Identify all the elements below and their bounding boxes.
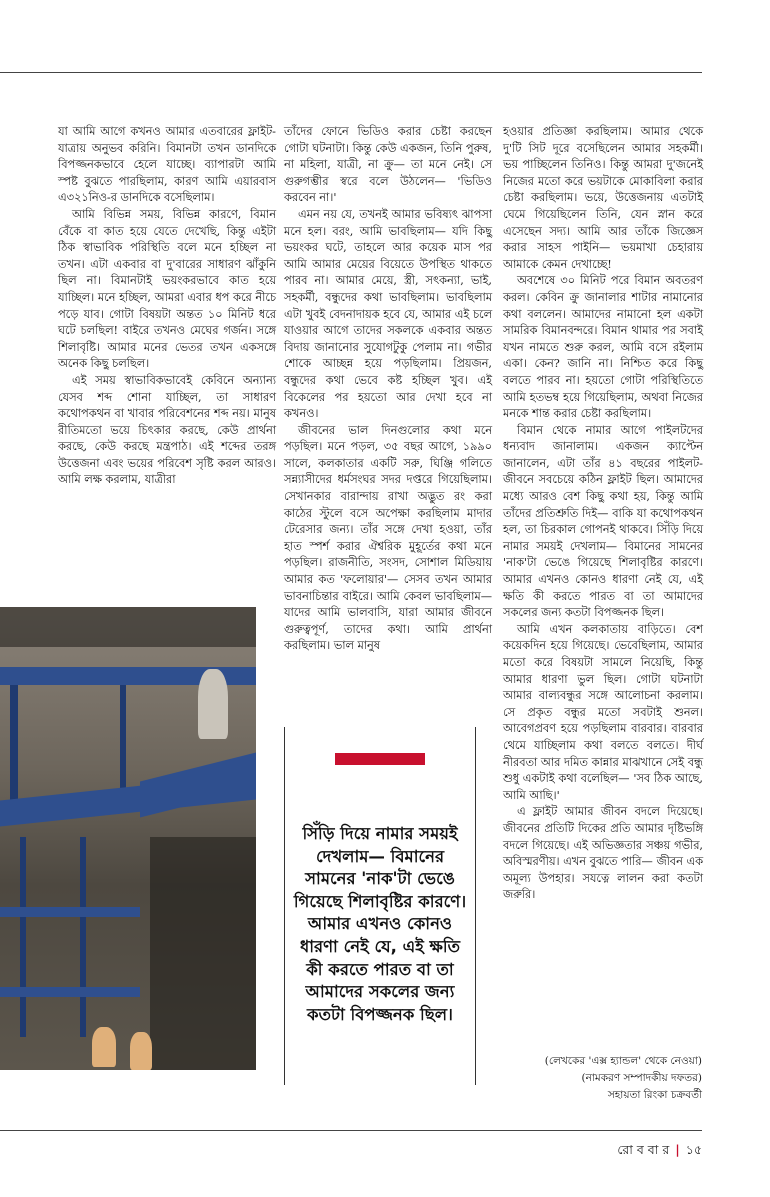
paragraph: এই সময় স্বাভাবিকভাবেই কেবিনে অন্যান্য যেসব শব্দ শোনা যাচ্ছিল, তা সাধারণ কথোপকথন বা খাবার পরিবেশনের শব্দ নয়। মানুষ রীতিমতো ভয়ে চিৎকার করছে, কেউ প্রার্থনা করছে, কেউ করছে মন্ত্রপাঠ। এই শব্দের তরঙ্গ উত্তেজনা এবং ভয়ের পরিবেশ সৃষ্টি করল আরও। আমি লক্ষ করলাম, যাত্রীরা bbox=[58, 373, 276, 487]
paragraph: তাঁদের ফোনে ভিডিও করার চেষ্টা করছেন গোটা ঘটনাটা। কিন্তু কেউ একজন, তিনি পুরুষ, না মহিলা, যাত্রী, না ক্রু— তা মনে নেই। সে গুরুগম্ভীর স্বরে বলে উঠলেন— 'ভিডিও করবেন না।' bbox=[284, 125, 492, 205]
paragraph: জীবনের ভাল দিনগুলোর কথা মনে পড়ছিল। মনে পড়ল, ৩৫ বছর আগে, ১৯৯০ সালে, কলকাতার একটি সরু, ঘিঞ্জি গলিতে সন্ন্যাসীদের ধর্মসংঘর সদর দপ্তরে গিয়েছিলাম। সেখানকার বারান্দায় রাখা অদ্ভুত রং করা কাঠের স্টুলে বসে অপেক্ষা করছিলাম মাদার টেরেসার জন্য। তাঁর সঙ্গে দেখা হওয়া, তাঁর হাত স্পর্শ করার ঐশ্বরিক মুহূর্তের কথা মনে পড়ছিল। রাজনীতি, সংসদ, সোশাল মিডিয়ায় আমার কত 'ফলোয়ার'— সেসব তখন আমার ভাবনাচিন্তার বাইরে। আমি কেবল ভাবছিলাম— যাদের আমি ভালবাসি, যারা আমার জীবনে গুরুত্বপূর্ণ, তাদের কথা। আমি প্রার্থনা করছিলাম। ভাল মানুষ bbox=[284, 423, 492, 653]
paragraph: অবশেষে ৩০ মিনিট পরে বিমান অবতরণ করল। কেবিন ক্রু জানালার শাটার নামানোর কথা বললেন। আমাদের নামানো হল একটা সামরিক বিমানবন্দরে। বিমান থামার পর সবাই যখন নামতে শুরু করল, আমি বসে রইলাম একা। কেন? জানি না। নিশ্চিত করে কিছু বলতে পারব না। হয়তো গোটা পরিস্থিতিতে আমি হতভম্ব হয়ে গিয়েছিলাম, অথবা নিজের মনকে শান্ত করার চেষ্টা করছিলাম। bbox=[503, 274, 703, 421]
paragraph: এ ফ্লাইট আমার জীবন বদলে দিয়েছে। জীবনের প্রতিটি দিকের প্রতি আমার দৃষ্টিভঙ্গি বদলে গিয়েছে। এই অভিজ্ঞতার সঞ্চয় গভীর, অবিস্মরণীয়। এখন বুঝতে পারি— জীবন এক অমূল্য উপহার। সযত্নে লালন করা কতটা জরুরি। bbox=[503, 805, 703, 902]
paragraph: হওয়ার প্রতিজ্ঞা করছিলাম। আমার থেকে দু'টি সিট দূরে বসেছিলেন আমার সহকর্মী। ভয় পাচ্ছিলেন তিনিও। কিন্তু আমরা দু'জনেই নিজের মতো করে ভয়টাকে মোকাবিলা করার চেষ্টা করছিলাম। ভয়ে, উত্তেজনায় এতটাই ঘেমে গিয়েছিলেন তিনি, যেন স্নান করে এসেছেন সদ্য। আমি আর তাঁকে জিজ্ঞেস করার সাহস পাইনি— ভয়মাখা চেহারায় আমাকে কেমন দেখাচ্ছে! bbox=[503, 125, 703, 271]
paragraph: বিমান থেকে নামার আগে পাইলটদের ধন্যবাদ জানালাম। একজন ক্যাপ্টেন জানালেন, এটা তাঁর ৪১ বছরের পাইলট-জীবনে সবচেয়ে কঠিন ফ্লাইট ছিল। আমাদের মধ্যে আরও বেশ কিছু কথা হয়, কিন্তু আমি তাঁদের প্রতিশ্রুতি দিই— বাকি যা কথোপকথন হল, তা চিরকাল গোপনই থাকবে। সিঁড়ি দিয়ে নামার সময়ই দেখলাম— বিমানের সামনের 'নাক'টা ভেঙে গিয়েছে শিলাবৃষ্টির কারণে। আমার এখনও কোনও ধারণা নেই যে, এই ক্ষতি কী করতে পারত বা তা আমাদের সকলের জন্য কতটা বিপজ্জনক ছিল। bbox=[503, 423, 703, 620]
article-column-3 bbox=[503, 124, 703, 904]
credits bbox=[545, 1053, 702, 1104]
pull-quote: সিঁড়ি দিয়ে নামার সময়ই দেখলাম— বিমানের সামনের 'নাক'টা ভেঙে গিয়েছে শিলাবৃষ্টির কারণে। আমার এখনও কোনও ধারণা নেই যে, এই ক্ষতি কী করতে পারত বা তা আমাদের সকলের জন্য কতটা বিপজ্জনক ছিল। bbox=[293, 824, 467, 1024]
bottom-rule bbox=[0, 1130, 702, 1131]
top-rule bbox=[0, 72, 702, 73]
article-column-2 bbox=[284, 124, 492, 655]
aircraft-photo bbox=[0, 607, 256, 1070]
folio bbox=[617, 1142, 702, 1162]
magazine-name: রো ব বা র bbox=[617, 1142, 670, 1157]
article-column-1 bbox=[58, 124, 276, 489]
credit-title: (নামকরণ সম্পাদকীয় দফতর) bbox=[581, 1072, 702, 1084]
pull-quote-accent-bar bbox=[335, 753, 425, 765]
pull-quote-box bbox=[284, 727, 476, 1085]
paragraph: আমি এখন কলকাতায় বাড়িতে। বেশ কয়েকদিন হয়ে গিয়েছে। ভেবেছিলাম, আমার মতো করে বিষয়টা সামলে নিয়েছি, কিন্তু আমার ধারণা ভুল ছিল। গোটা ঘটনাটা আমার বাল্যবন্ধুর সঙ্গে আলোচনা করলাম। সে প্রকৃত বন্ধুর মতো সবটাই শুনল। আবেগপ্রবণ হয়ে পড়ছিলাম বারবার। বারবার থেমে যাচ্ছিলাম কথা বলতে বলতে। দীর্ঘ নীরবতা আর দমিত কান্নার মাঝখানে সেই বন্ধু শুধু একটাই কথা বলেছিল— 'সব ঠিক আছে, আমি আছি।' bbox=[503, 622, 703, 802]
credit-assist: সহায়তা রিংকা চক্রবর্তী bbox=[607, 1089, 702, 1101]
paragraph: আমি বিভিন্ন সময়, বিভিন্ন কারণে, বিমান বেঁকে বা কাত হয়ে যেতে দেখেছি, কিন্তু এইটা ঠিক স্বাভাবিক পরিস্থিতি বলে মনে হচ্ছিল না তখন। এটা একবার বা দু'বারের সাধারণ ঝাঁকুনি ছিল না। বিমানটাই ভয়ংকরভাবে কাত হয়ে যাচ্ছিল। মনে হচ্ছিল, আমরা এবার ধপ করে নীচে পড়ে যাব। গোটা বিষয়টা অন্তত ১০ মিনিট ধরে ঘটে চলছিল! বাইরে তখনও মেঘের গর্জন। সঙ্গে শিলাবৃষ্টি। আমার মনের ভেতর তখন একসঙ্গে অনেক কিছু চলছিল। bbox=[58, 207, 276, 371]
folio-separator: | bbox=[675, 1142, 680, 1157]
page-number: ১৫ bbox=[685, 1142, 702, 1157]
paragraph: যা আমি আগে কখনও আমার এতবারের ফ্লাইট-যাত্রায় অনুভব করিনি। বিমানটা তখন ডানদিকে বিপজ্জনকভাবে হেলে যাচ্ছে। ব্যাপারটা আমি স্পষ্ট বুঝতে পারছিলাম, কারণ আমি এয়ারবাস এ৩২১নিও-র ডানদিকে বসেছিলাম। bbox=[58, 125, 276, 205]
paragraph: এমন নয় যে, তখনই আমার ভবিষ্যৎ ঝাপসা মনে হল। বরং, আমি ভাবছিলাম— যদি কিছু ভয়ংকর ঘটে, তাহলে আর কয়েক মাস পর আমি আমার মেয়ের বিয়েতে উপস্থিত থাকতে পারব না। আমার মেয়ে, স্ত্রী, সৎকন্যা, ভাই, সহকর্মী, বন্ধুদের কথা ভাবছিলাম। ভাবছিলাম এটা খুবই বেদনাদায়ক হবে যে, আমার এই চলে যাওয়ার আগে তাদের সকলকে একবার অন্তত বিদায় জানানোর সুযোগটুকু পেলাম না। গভীর শোকে আচ্ছন্ন হয়ে পড়ছিলাম। প্রিয়জন, বন্ধুদের কথা ভেবে কষ্ট হচ্ছিল খুব। এই বিকেলের পর হয়তো আর দেখা হবে না কখনও। bbox=[284, 207, 492, 421]
credit-source: (লেখকের 'এক্স হ্যান্ডল' থেকে নেওয়া) bbox=[544, 1055, 702, 1067]
